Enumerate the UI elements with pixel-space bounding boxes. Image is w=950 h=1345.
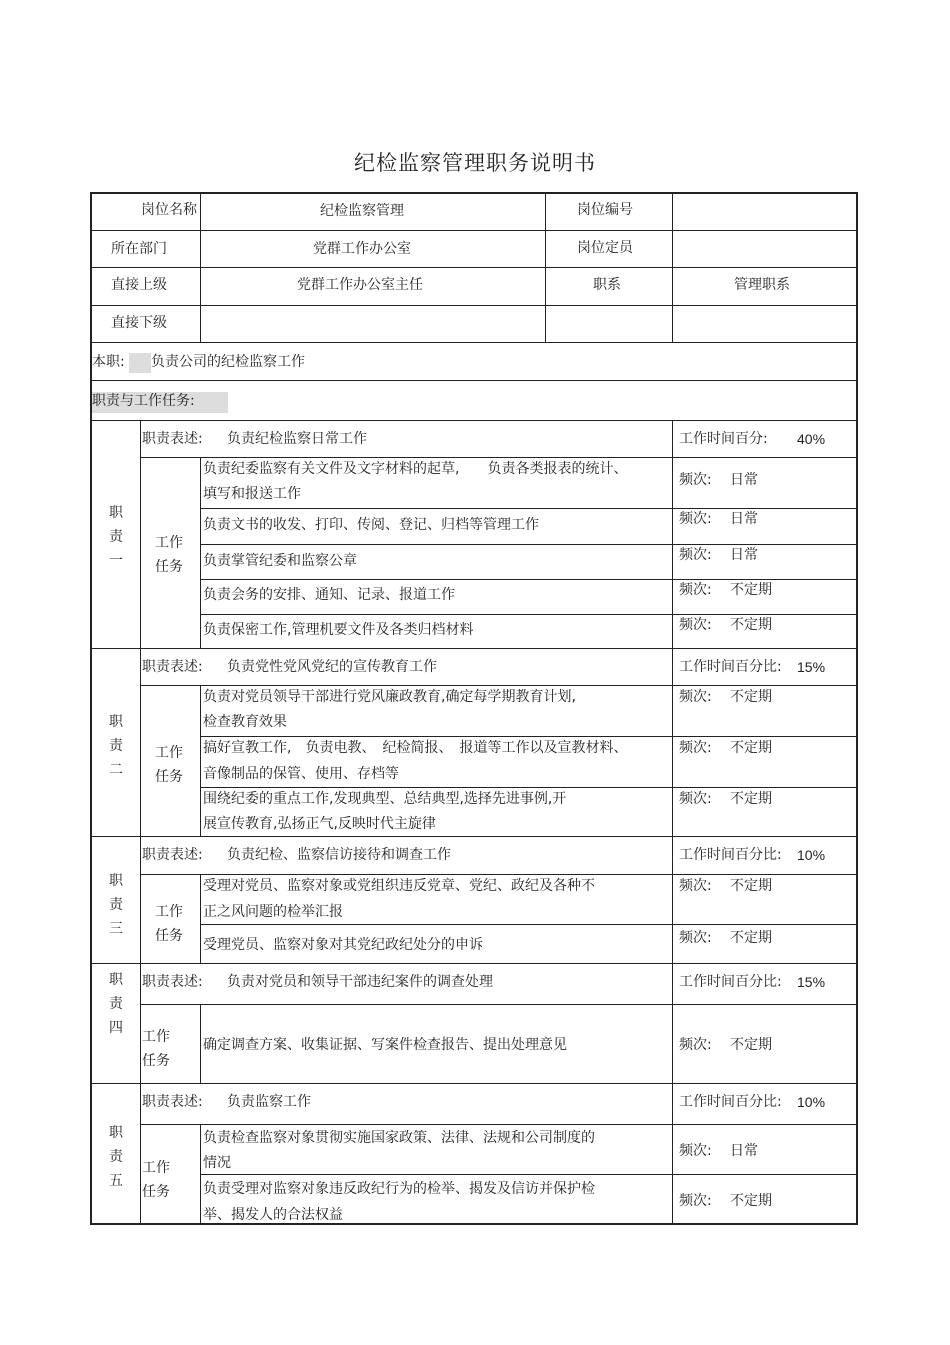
freq-value: 不定期 (730, 791, 772, 807)
freq-label: 频次: (679, 791, 712, 807)
task-label-divider (200, 874, 201, 963)
desc-label: 职责表述: (142, 659, 203, 675)
task-text: 负责受理对监察对象违反政纪行为的检举、揭发及信访并保护检 (203, 1181, 595, 1197)
superior-label: 直接上级 (111, 277, 167, 293)
freq-value: 不定期 (730, 930, 772, 946)
duty-separator (90, 963, 858, 964)
freq-label: 频次: (679, 511, 712, 527)
table-left-border (90, 192, 92, 1225)
freq-value: 不定期 (730, 1193, 772, 1209)
duty-title: 职责二 (109, 714, 123, 778)
page-title: 纪检监察管理职务说明书 (354, 151, 596, 175)
duty-separator (90, 648, 858, 649)
duty-title-divider (140, 648, 141, 836)
table-right-border (856, 192, 858, 1225)
task-text: 负责保密工作,管理机要文件及各类归档材料 (203, 622, 474, 638)
task-text: 负责对党员领导干部进行党风廉政教育,确定每学期教育计划, (203, 689, 576, 705)
duties-label: 职责与工作任务: (92, 393, 195, 409)
task-row-rule (201, 544, 858, 545)
task-label: 工作任务 (155, 904, 183, 944)
time-pct-value: 40% (797, 431, 826, 447)
desc-label: 职责表述: (142, 847, 203, 863)
task-row-rule (201, 1174, 858, 1175)
freq-label: 频次: (679, 878, 712, 894)
duty-desc: 负责纪检监察日常工作 (227, 431, 367, 447)
desc-row-rule (141, 685, 858, 686)
table-rule (90, 267, 858, 268)
task-text: 负责检查监察对象贯彻实施国家政策、法律、法规和公司制度的 (203, 1130, 595, 1146)
task-text: 确定调查方案、收集证据、写案件检查报告、提出处理意见 (203, 1037, 567, 1053)
freq-label: 频次: (679, 617, 712, 633)
table-rule (90, 230, 858, 231)
task-row-rule (201, 924, 858, 925)
freq-label: 频次: (679, 740, 712, 756)
desc-row-rule (141, 1004, 858, 1005)
table-rule (90, 305, 858, 306)
task-label-divider (200, 685, 201, 836)
dept-label: 所在部门 (111, 241, 167, 257)
freq-label: 频次: (679, 1143, 712, 1159)
task-text: 举、揭发人的合法权益 (203, 1207, 343, 1223)
quota-label: 岗位定员 (577, 240, 633, 256)
freq-value: 不定期 (730, 617, 772, 633)
task-row-rule (201, 736, 858, 737)
freq-value: 不定期 (730, 1037, 772, 1053)
freq-label: 频次: (679, 1037, 712, 1053)
freq-label: 频次: (679, 930, 712, 946)
superior-value: 党群工作办公室主任 (297, 277, 423, 293)
desc-row-rule (141, 457, 858, 458)
freq-divider (672, 963, 673, 1083)
desc-label: 职责表述: (142, 1094, 203, 1110)
table-rule (200, 193, 201, 342)
freq-divider (672, 648, 673, 836)
time-pct-label: 工作时间百分比: (679, 1094, 782, 1110)
post-no-label: 岗位编号 (577, 202, 633, 218)
duty-title: 职责一 (109, 505, 123, 569)
freq-label: 频次: (679, 689, 712, 705)
duty-title-divider (140, 1083, 141, 1224)
duty-desc: 负责监察工作 (227, 1094, 311, 1110)
freq-label: 频次: (679, 472, 712, 488)
duty-desc: 负责对党员和领导干部违纪案件的调查处理 (227, 974, 493, 990)
freq-value: 不定期 (730, 740, 772, 756)
desc-label: 职责表述: (142, 431, 203, 447)
time-pct-value: 15% (797, 974, 826, 990)
task-label-divider (200, 457, 201, 648)
duty-title-divider (140, 836, 141, 963)
role-value: 负责公司的纪检监察工作 (151, 354, 305, 370)
duty-separator (90, 836, 858, 837)
table-top-border (90, 192, 858, 194)
post-name-value: 纪检监察管理 (320, 203, 404, 219)
series-value: 管理职系 (734, 277, 790, 293)
time-pct-value: 10% (797, 1094, 826, 1110)
time-pct-value: 15% (797, 659, 826, 675)
task-row-rule (201, 508, 858, 509)
task-text: 负责文书的收发、打印、传阅、登记、归档等管理工作 (203, 517, 539, 533)
freq-label: 频次: (679, 547, 712, 563)
time-pct-value: 10% (797, 847, 826, 863)
task-text: 围绕纪委的重点工作,发现典型、总结典型,选择先进事例,开 (203, 791, 567, 807)
task-text: 音像制品的保管、使用、存档等 (203, 766, 399, 782)
freq-value: 不定期 (730, 689, 772, 705)
task-text: 情况 (203, 1155, 231, 1171)
time-pct-label: 工作时间百分比: (679, 659, 782, 675)
freq-divider (672, 836, 673, 963)
task-label: 工作任务 (155, 745, 183, 785)
label-highlight (129, 353, 151, 373)
subordinate-label: 直接下级 (111, 315, 167, 331)
duty-title: 职责四 (109, 972, 123, 1036)
task-label-divider (200, 1004, 201, 1083)
dept-value: 党群工作办公室 (313, 241, 411, 257)
desc-row-rule (141, 1124, 858, 1125)
task-label: 工作任务 (142, 1029, 170, 1069)
task-text: 受理党员、监察对象对其党纪政纪处分的申诉 (203, 937, 483, 953)
duty-desc: 负责党性党风党纪的宣传教育工作 (227, 659, 437, 675)
freq-value: 日常 (730, 547, 758, 563)
freq-divider (672, 1083, 673, 1224)
task-row-rule (201, 787, 858, 788)
task-label: 工作任务 (142, 1160, 170, 1200)
task-text: 填写和报送工作 (203, 486, 301, 502)
duty-desc: 负责纪检、监察信访接待和调查工作 (227, 847, 451, 863)
freq-label: 频次: (679, 1193, 712, 1209)
task-text: 负责掌管纪委和监察公章 (203, 553, 357, 569)
task-text: 负责会务的安排、通知、记录、报道工作 (203, 587, 455, 603)
desc-label: 职责表述: (142, 974, 203, 990)
role-label: 本职: (92, 354, 125, 370)
table-rule (672, 193, 673, 342)
time-pct-label: 工作时间百分: (679, 431, 768, 447)
duty-title: 职责五 (109, 1125, 123, 1189)
task-text: 正之风问题的检举汇报 (203, 904, 343, 920)
task-text: 搞好宣教工作, 负责电教、 纪检简报、 报道等工作以及宣教材料、 (203, 740, 628, 756)
series-label: 职系 (593, 277, 621, 293)
table-rule (90, 342, 858, 343)
table-rule (90, 420, 858, 421)
freq-value: 不定期 (730, 878, 772, 894)
time-pct-label: 工作时间百分比: (679, 974, 782, 990)
task-text: 检查教育效果 (203, 714, 287, 730)
time-pct-label: 工作时间百分比: (679, 847, 782, 863)
freq-value: 日常 (730, 472, 758, 488)
table-bottom-border (90, 1223, 858, 1225)
post-name-label: 岗位名称 (141, 202, 197, 218)
freq-value: 日常 (730, 1143, 758, 1159)
table-rule (545, 193, 546, 342)
task-row-rule (201, 614, 858, 615)
freq-label: 频次: (679, 582, 712, 598)
task-text: 负责纪委监察有关文件及文字材料的起草, 负责各类报表的统计、 (203, 461, 628, 477)
task-text: 展宣传教育,弘扬正气,反映时代主旋律 (203, 816, 436, 832)
duty-title-divider (140, 420, 141, 648)
table-rule (90, 380, 858, 381)
freq-value: 不定期 (730, 582, 772, 598)
duty-title: 职责三 (109, 873, 123, 937)
desc-row-rule (141, 874, 858, 875)
task-row-rule (201, 579, 858, 580)
freq-value: 日常 (730, 511, 758, 527)
duty-title-divider (140, 963, 141, 1083)
duty-separator (90, 1083, 858, 1084)
task-label: 工作任务 (155, 535, 183, 575)
task-text: 受理对党员、监察对象或党组织违反党章、党纪、政纪及各种不 (203, 878, 595, 894)
